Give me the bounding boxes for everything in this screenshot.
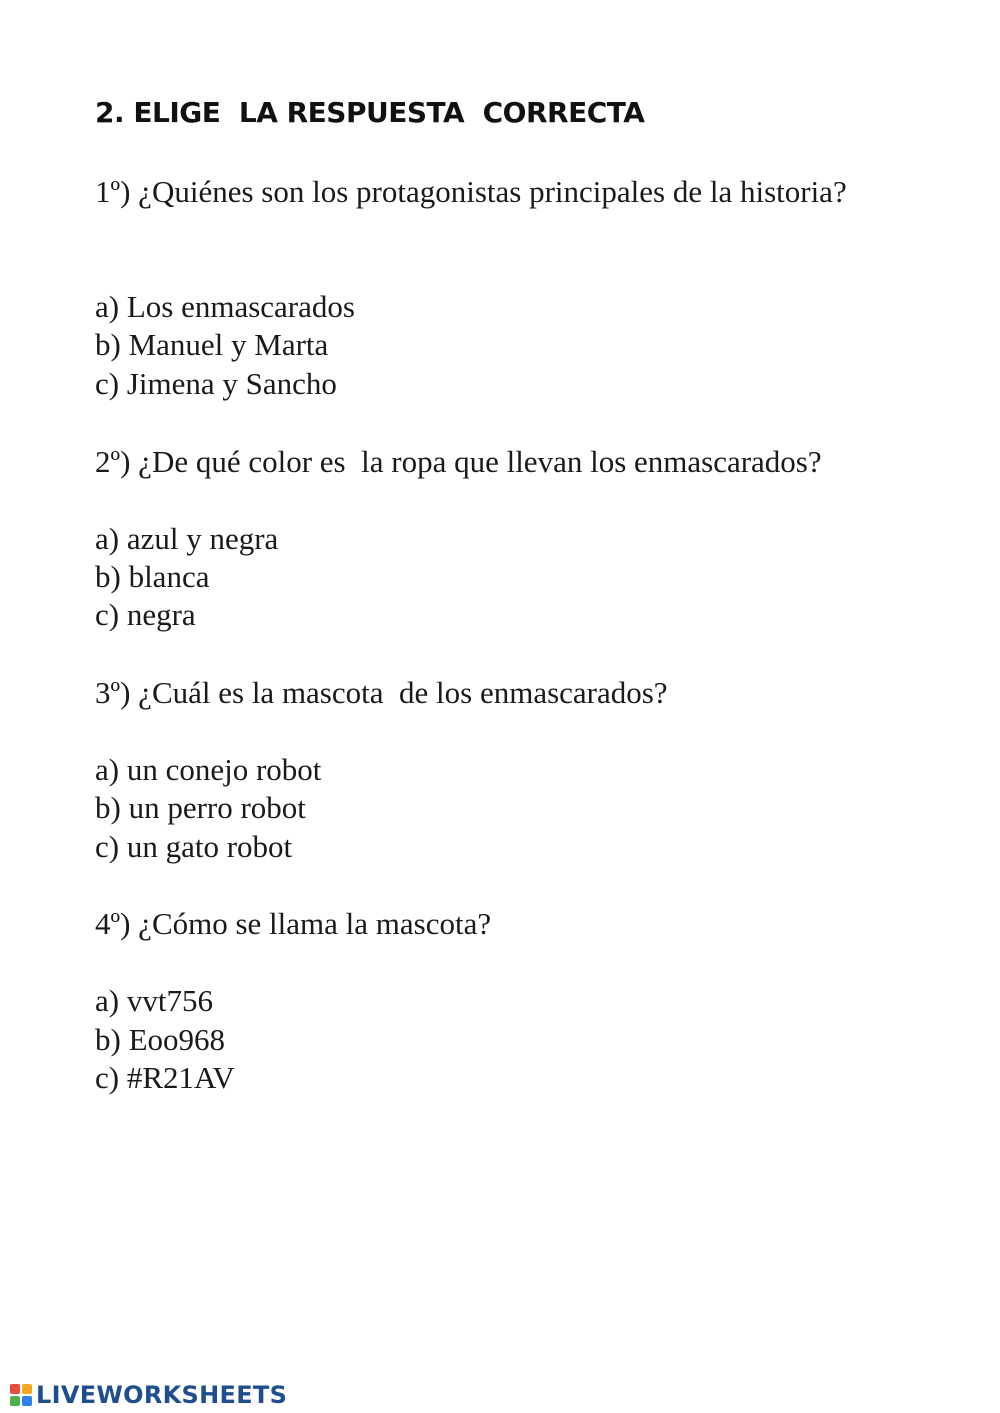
question-2: 2º) ¿De qué color es la ropa que llevan los enmascarados? — [95, 444, 822, 479]
question-2-option-c[interactable]: c) negra — [95, 597, 196, 632]
question-2-option-a[interactable]: a) azul y negra — [95, 521, 279, 556]
logo-square — [22, 1396, 32, 1406]
question-4: 4º) ¿Cómo se llama la mascota? — [95, 906, 492, 941]
question-1: 1º) ¿Quiénes son los protagonistas principales de la historia? — [95, 174, 847, 209]
footer-brand[interactable] — [10, 1381, 287, 1409]
question-1-option-a[interactable]: a) Los enmascarados — [95, 289, 355, 324]
question-1-option-c[interactable]: c) Jimena y Sancho — [95, 366, 337, 401]
question-3-option-a[interactable]: a) un conejo robot — [95, 752, 322, 787]
question-3: 3º) ¿Cuál es la mascota de los enmascarados? — [95, 675, 668, 710]
liveworksheets-logo-icon — [10, 1384, 32, 1406]
question-4-option-b[interactable]: b) Eoo968 — [95, 1022, 226, 1057]
question-1-option-b[interactable]: b) Manuel y Marta — [95, 327, 329, 362]
question-4-option-a[interactable]: a) vvt756 — [95, 983, 213, 1018]
logo-square — [22, 1384, 32, 1394]
section-heading: 2. ELIGE LA RESPUESTA CORRECTA — [95, 96, 645, 129]
logo-square — [10, 1396, 20, 1406]
question-3-option-b[interactable]: b) un perro robot — [95, 790, 306, 825]
question-3-option-c[interactable]: c) un gato robot — [95, 829, 293, 864]
question-2-option-b[interactable]: b) blanca — [95, 559, 210, 594]
logo-square — [10, 1384, 20, 1394]
footer-brand-text: LIVEWORKSHEETS — [36, 1381, 288, 1409]
question-4-option-c[interactable]: c) #R21AV — [95, 1060, 235, 1095]
